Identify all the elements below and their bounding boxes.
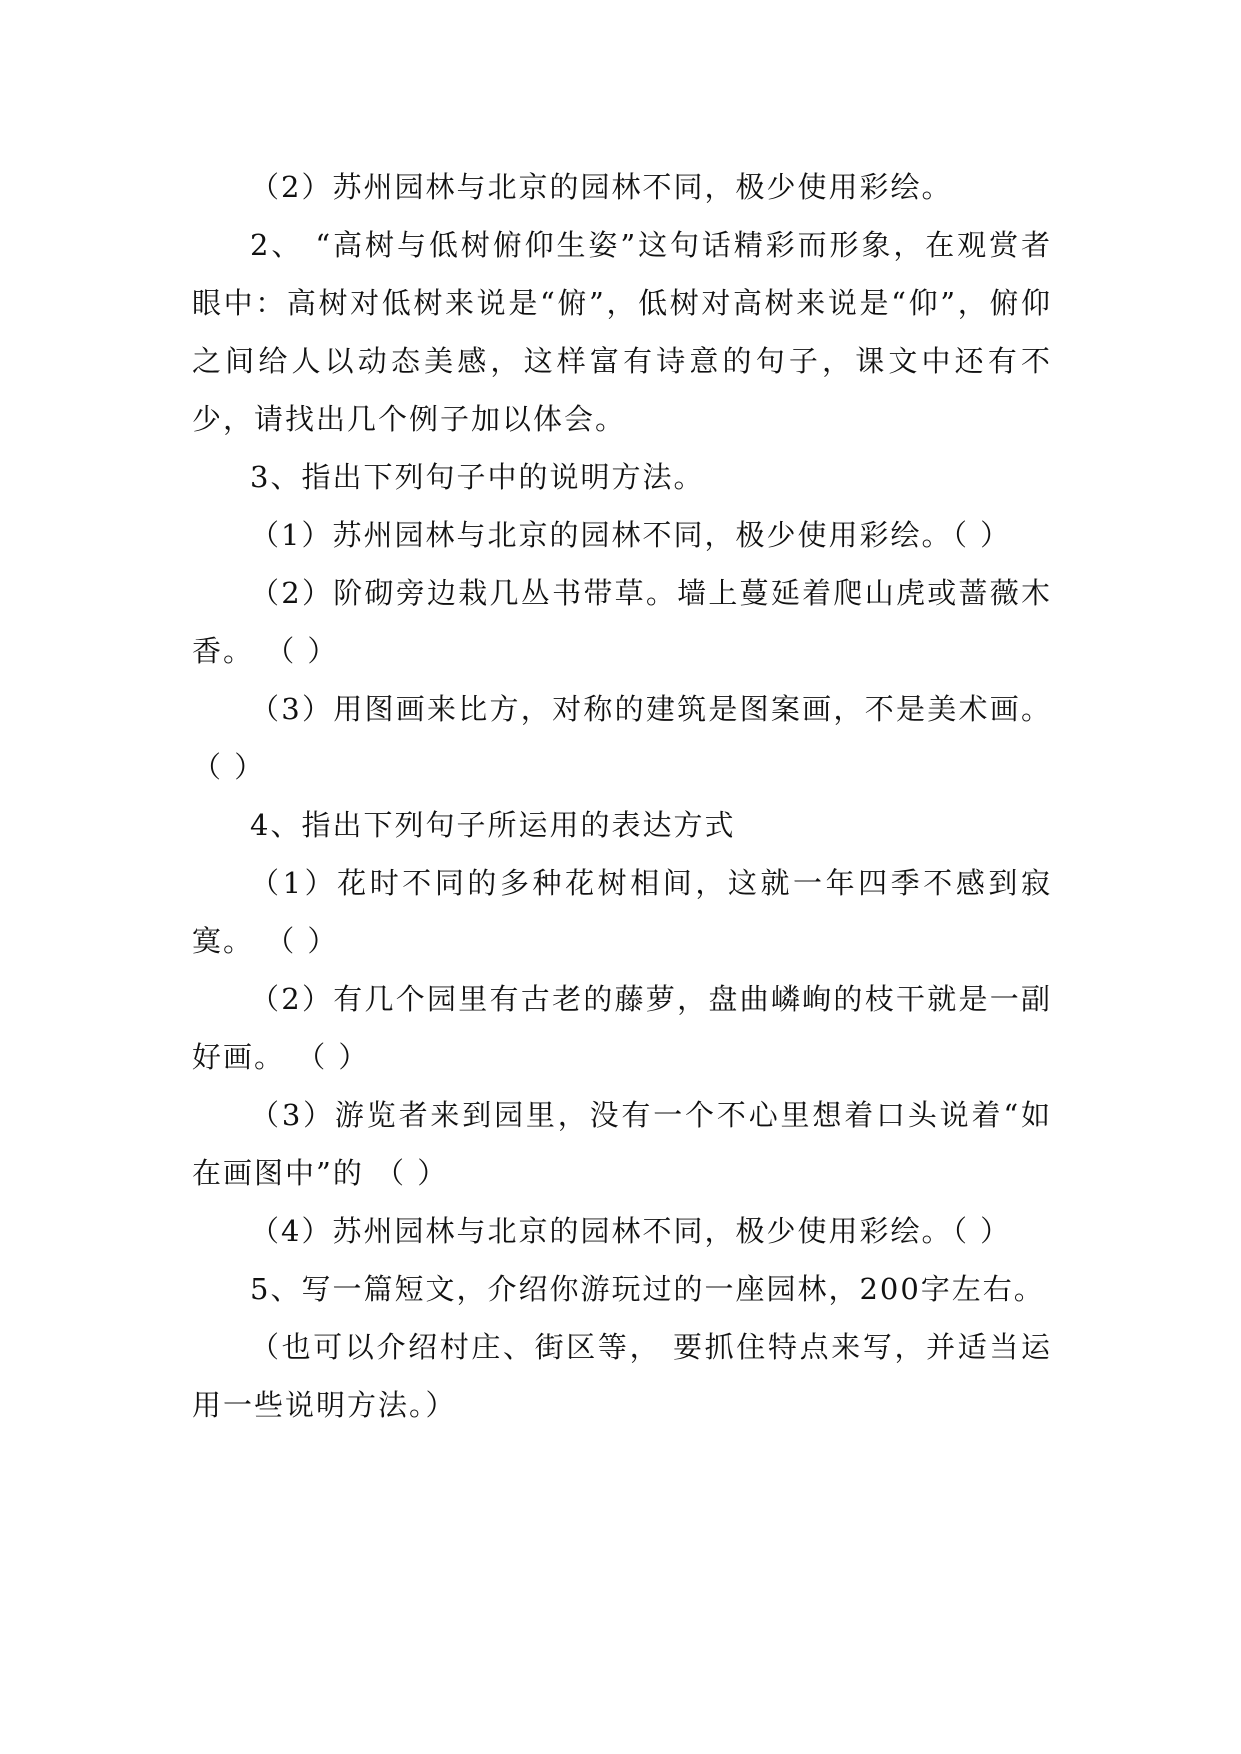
- question-3-item-3: （3）用图画来比方，对称的建筑是图案画，不是美术画。 （ ）: [192, 692, 1052, 784]
- question-2: 2、 “高树与低树俯仰生姿”这句话精彩而形象，在观赏者眼中：高树对低树来说是“俯”，低树对高树来说是“仰”，俯仰之间给人以动态美感，这样富有诗意的句子，课文中还有不少，请找出几个例子加以体会。: [192, 228, 1052, 436]
- question-3-item-2: （2）阶砌旁边栽几丛书带草。墙上蔓延着爬山虎或蔷薇木香。 （ ）: [192, 576, 1052, 668]
- document-body: [192, 158, 1052, 1434]
- question-4-item-3: （3）游览者来到园里，没有一个不心里想着口头说着“如在画图中”的 （ ）: [192, 1098, 1052, 1190]
- question-3: 3、指出下列句子中的说明方法。: [250, 460, 705, 494]
- question-4-item-1: （1）花时不同的多种花树相间，这就一年四季不感到寂寞。 （ ）: [192, 866, 1052, 958]
- question-4-item-2: （2）有几个园里有古老的藤萝，盘曲嶙峋的枝干就是一副好画。 （ ）: [192, 982, 1052, 1074]
- question-4-item-4: （4）苏州园林与北京的园林不同，极少使用彩绘。（ ）: [250, 1214, 1012, 1248]
- question-3-item-1: （1）苏州园林与北京的园林不同，极少使用彩绘。（ ）: [250, 518, 1012, 552]
- question-4: 4、指出下列句子所运用的表达方式: [250, 808, 736, 842]
- question-5: 5、写一篇短文，介绍你游玩过的一座园林，200字左右。: [250, 1272, 1045, 1306]
- question-5-note: （也可以介绍村庄、街区等， 要抓住特点来写，并适当运用一些说明方法。）: [192, 1330, 1052, 1422]
- sub-item-2: （2）苏州园林与北京的园林不同，极少使用彩绘。: [250, 170, 953, 204]
